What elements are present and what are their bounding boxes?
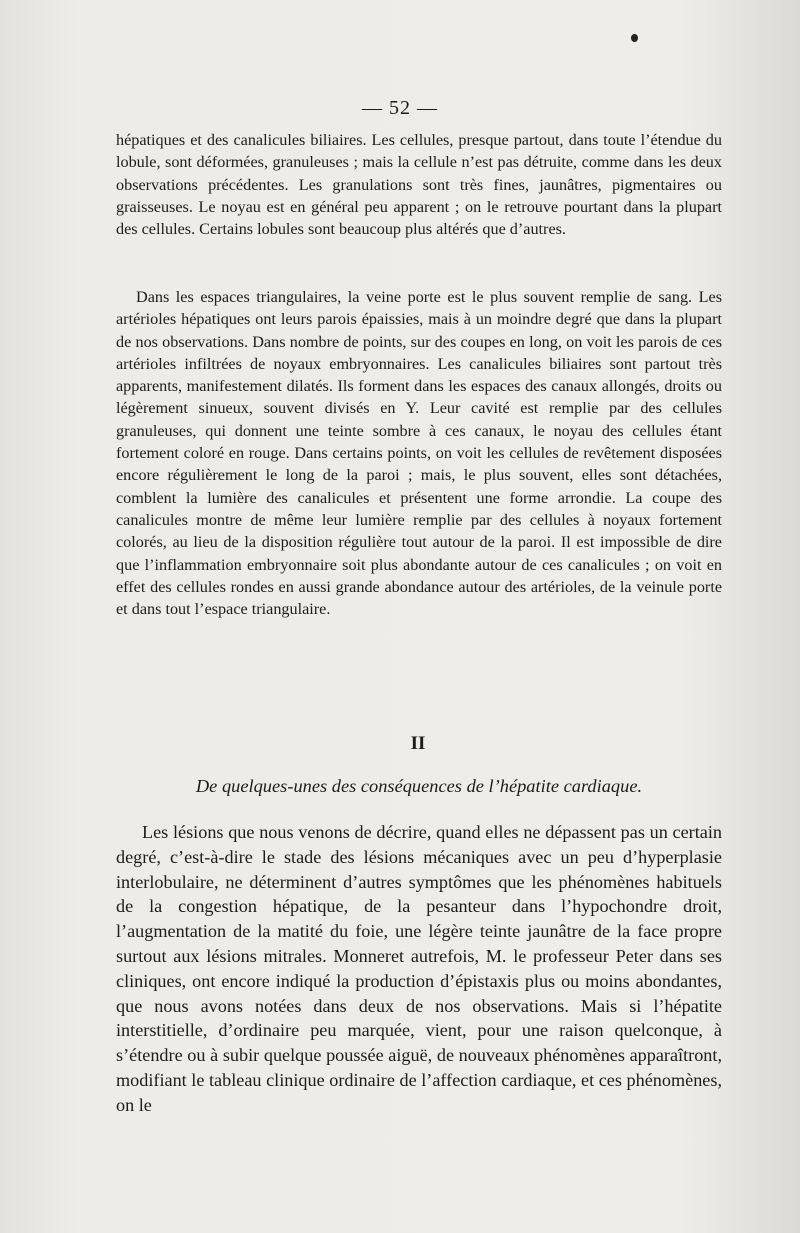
paragraph-consequences: Les lésions que nous venons de décrire, quand elles ne dépassent pas un certain degré, c’est-à-dire le stade des lésions mécaniques avec un peu d’hyperplasie interlobulaire, ne déterminent d’autres symptômes que les phénomènes habituels de la congestion hépatique, de la pesanteur dans l’hypochondre droit, l’augmentation de la matité du foie, une légère teinte jaunâtre de la face propre surtout aux lésions mitrales. Monneret autrefois, M. le professeur Peter dans ses cliniques, ont encore indiqué la production d’épistaxis plus ou moins abondantes, que nous avons notées dans deux de nos observations. Mais si l’hépatite interstitielle, d’ordinaire peu marquée, vient, pour une raison quelconque, à s’étendre ou à subir quelque poussée aiguë, de nouveaux phénomènes apparaîtront, modifiant le tableau clinique ordinaire de l’affection cardiaque, et ces phénomènes, on le (116, 822, 722, 1115)
paragraph-continuation: hépatiques et des canalicules biliaires. Les cellules, presque partout, dans toute l’étendue du lobule, sont déformées, granuleuses ; mais la cellule n’est pas détruite, comme dans les deux observations précédentes. Les granulations sont très fines, jaunâtres, pigmentaires ou graisseuses. Le noyau est en général peu apparent ; on le retrouve pourtant dans la plupart des cellules. Certains lobules sont beaucoup plus altérés que d’autres. (116, 131, 722, 239)
ink-speck (631, 34, 638, 42)
section-number: II (410, 733, 426, 754)
paragraph-triangular-spaces: Dans les espaces triangulaires, la veine porte est le plus souvent remplie de sang. Les artérioles hépatiques ont leurs parois épaissies, mais à un moindre degré que dans la plupart de nos observations. Dans nombre de points, sur des coupes en long, on voit les parois de ces artérioles infiltrées de noyaux embryonnaires. Les canalicules biliaires sont partout très apparents, manifestement dilatés. Ils forment dans les espaces des canaux allongés, droits ou légèrement sinueux, souvent divisés en Y. Leur cavité est remplie par des cellules granuleuses, qui donnent une teinte sombre à ces canaux, le noyau des cellules étant fortement coloré en rouge. Dans certains points, on voit les cellules de revêtement disposées encore régulièrement le long de la paroi ; mais, le plus souvent, elles sont détachées, comblent la lumière des canalicules et présentent une forme arrondie. La coupe des canalicules montre de même leur lumière remplie par des cellules à noyaux fortement colorés, au lieu de la disposition régulière tout autour de la paroi. Il est impossible de dire que l’inflammation embryonnaire soit plus abondante autour de ces canalicules ; on voit en effet des cellules rondes en aussi grande abondance autour des artérioles, de la veinule porte et dans tout l’espace triangulaire. (116, 288, 722, 619)
section-title: De quelques-unes des conséquences de l’hépatite cardiaque. (195, 776, 643, 796)
page-number: — 52 — (362, 97, 438, 119)
